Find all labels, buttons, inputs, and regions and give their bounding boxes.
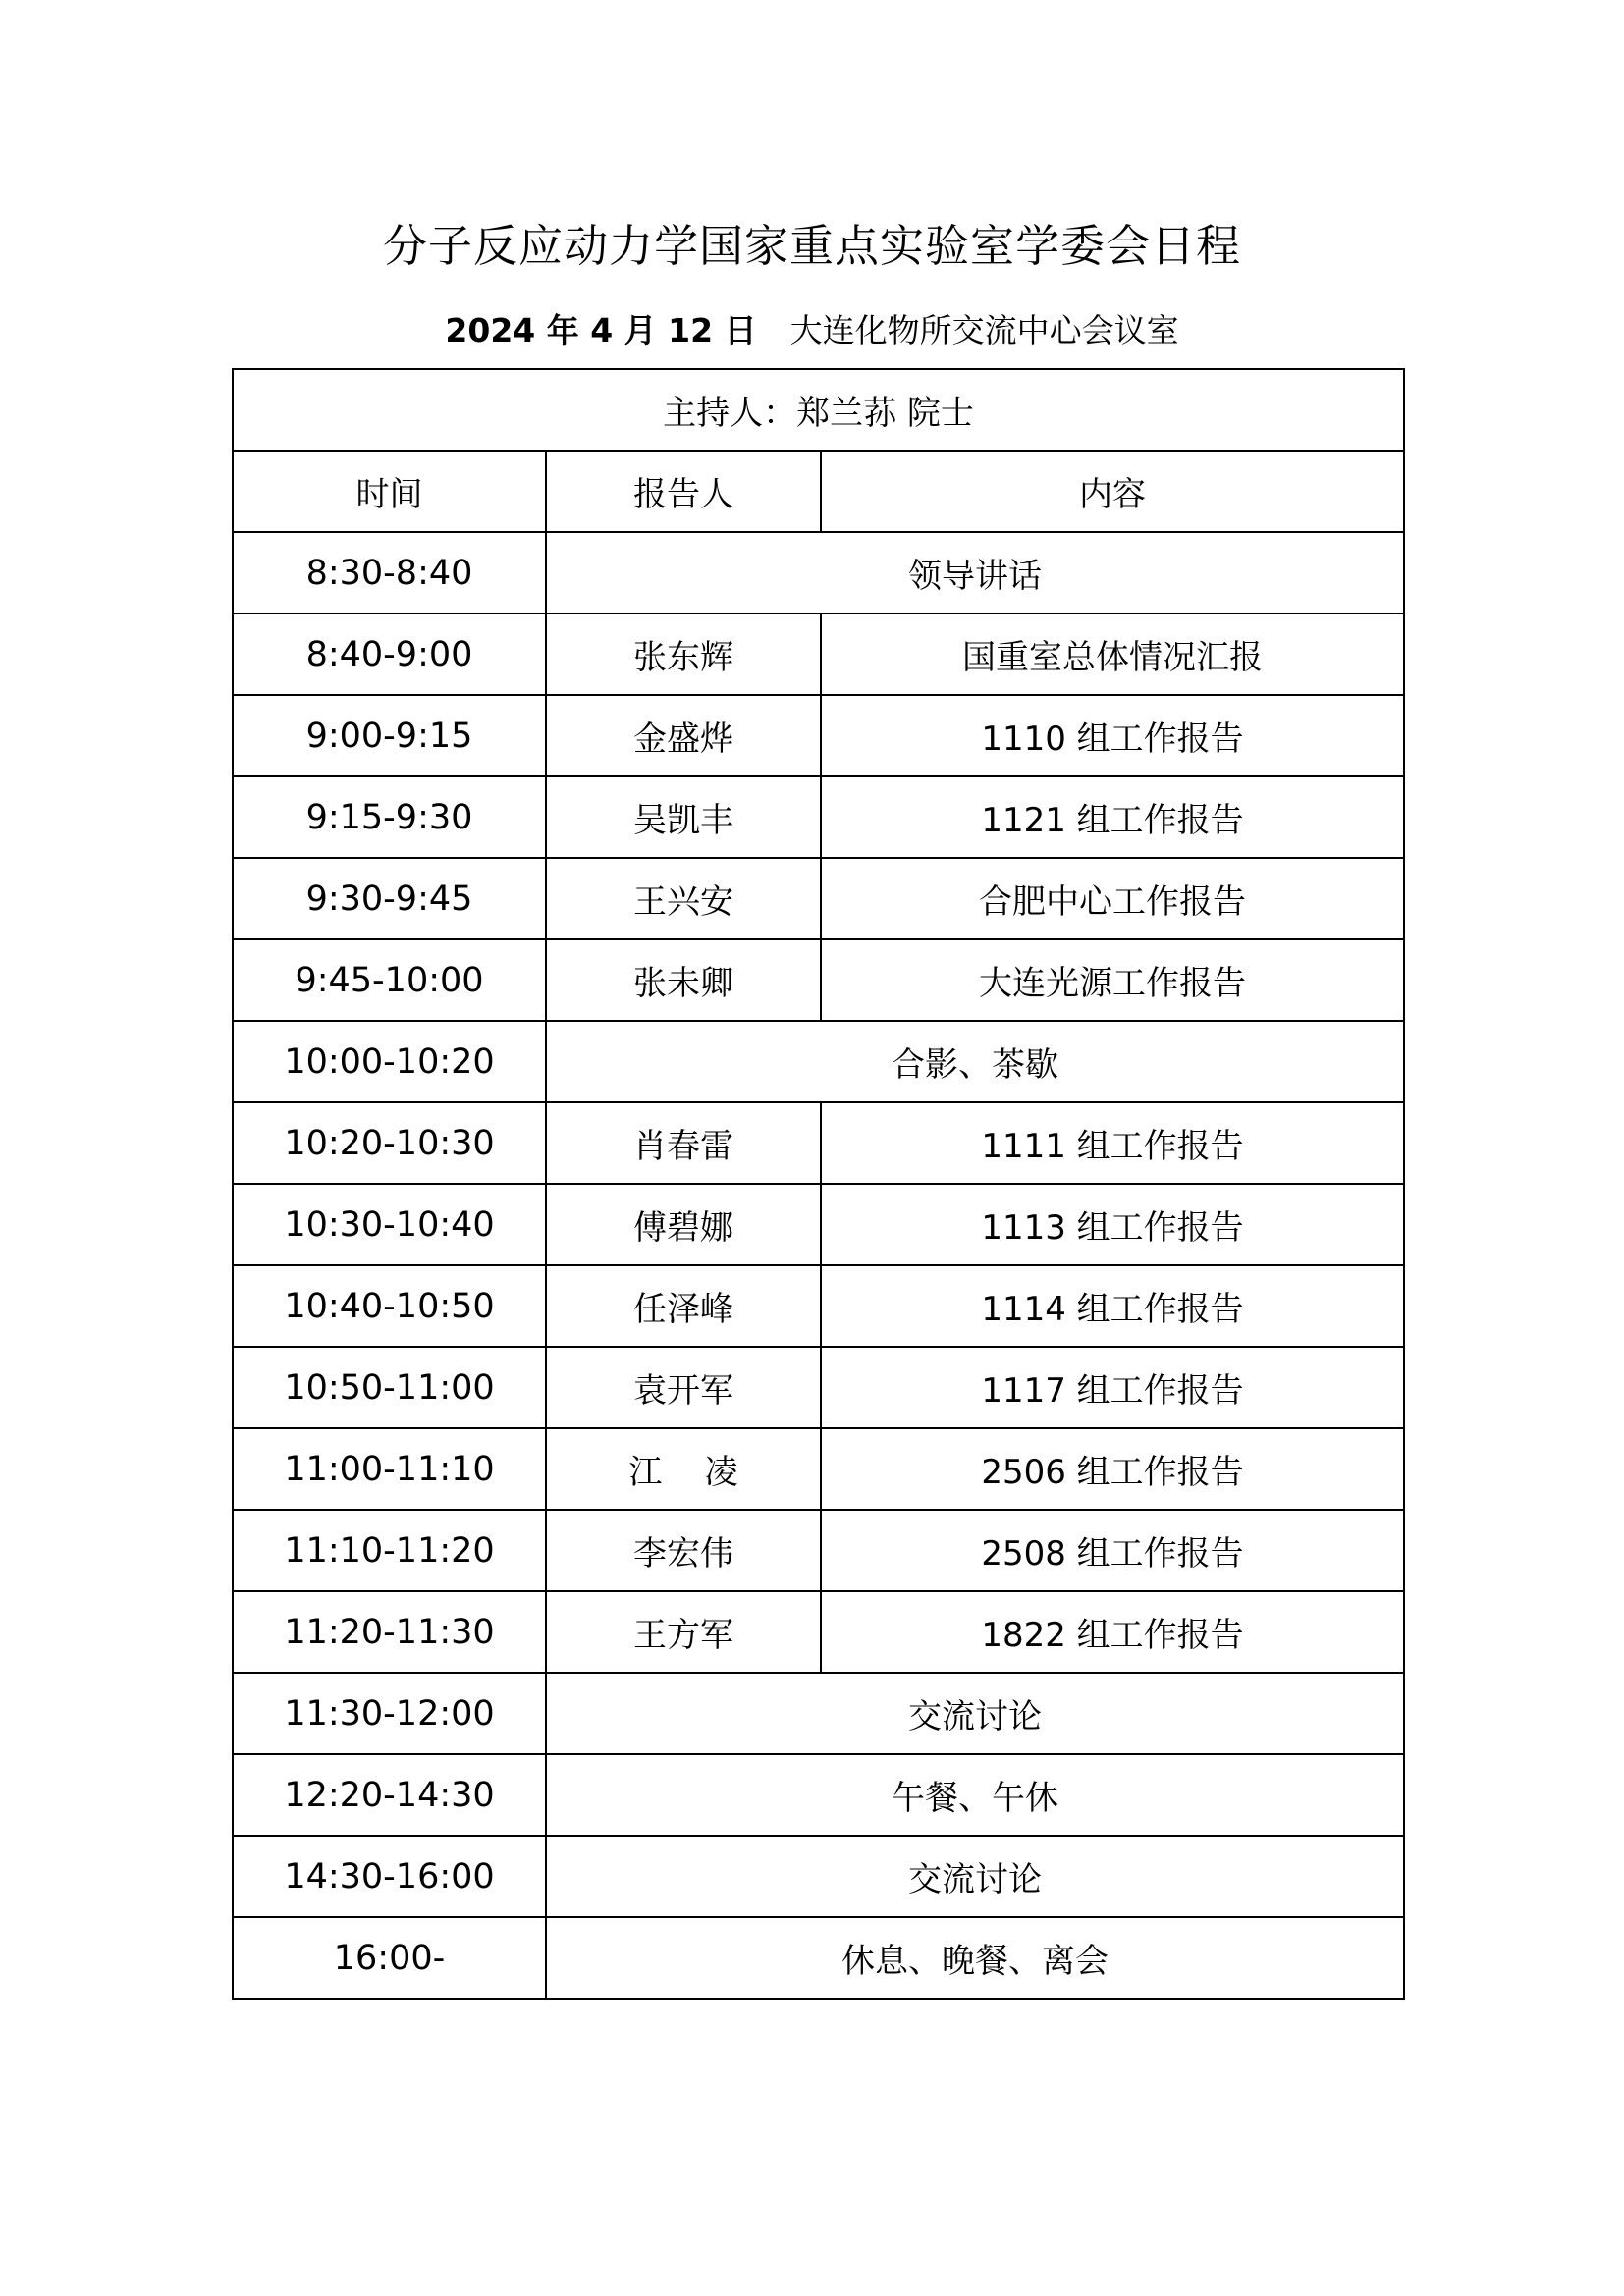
speaker-cell: 傅碧娜 [546, 1184, 821, 1265]
speaker-cell: 吴凯丰 [546, 776, 821, 858]
time-cell: 10:00-10:20 [233, 1021, 546, 1102]
time-cell: 12:20-14:30 [233, 1754, 546, 1836]
table-row [233, 1347, 1404, 1428]
content-cell: 1114 组工作报告 [821, 1265, 1404, 1347]
content-cell: 交流讨论 [546, 1673, 1404, 1754]
time-cell: 9:15-9:30 [233, 776, 546, 858]
speaker-cell: 张东辉 [546, 614, 821, 695]
host-cell: 主持人：郑兰荪 院士 [233, 369, 1404, 451]
table-row [233, 1754, 1404, 1836]
time-cell: 14:30-16:00 [233, 1836, 546, 1917]
table-row [233, 1021, 1404, 1102]
content-cell: 国重室总体情况汇报 [821, 614, 1404, 695]
table-row [233, 1591, 1404, 1673]
speaker-cell: 王方军 [546, 1591, 821, 1673]
speaker-cell: 肖春雷 [546, 1102, 821, 1184]
time-cell: 9:45-10:00 [233, 939, 546, 1021]
content-cell: 大连光源工作报告 [821, 939, 1404, 1021]
header-content: 内容 [821, 451, 1404, 532]
time-cell: 10:50-11:00 [233, 1347, 546, 1428]
time-cell: 11:20-11:30 [233, 1591, 546, 1673]
time-cell: 10:40-10:50 [233, 1265, 546, 1347]
table-row [233, 1836, 1404, 1917]
table-row [233, 1265, 1404, 1347]
time-cell: 9:30-9:45 [233, 858, 546, 939]
content-cell: 1113 组工作报告 [821, 1184, 1404, 1265]
time-cell: 8:40-9:00 [233, 614, 546, 695]
page-title: 分子反应动力学国家重点实验室学委会日程 [382, 220, 1241, 272]
speaker-cell: 江 凌 [546, 1428, 821, 1510]
header-speaker: 报告人 [546, 451, 821, 532]
table-row [233, 1184, 1404, 1265]
table-row [233, 1510, 1404, 1591]
header-time: 时间 [233, 451, 546, 532]
content-cell: 休息、晚餐、离会 [546, 1917, 1404, 1999]
meeting-info [0, 305, 1624, 351]
time-cell: 10:20-10:30 [233, 1102, 546, 1184]
time-cell: 11:30-12:00 [233, 1673, 546, 1754]
time-cell: 11:00-11:10 [233, 1428, 546, 1510]
table-row [233, 939, 1404, 1021]
content-cell: 1111 组工作报告 [821, 1102, 1404, 1184]
speaker-cell: 袁开军 [546, 1347, 821, 1428]
time-cell: 10:30-10:40 [233, 1184, 546, 1265]
speaker-cell: 金盛烨 [546, 695, 821, 776]
speaker-cell: 李宏伟 [546, 1510, 821, 1591]
table-row [233, 776, 1404, 858]
time-cell: 8:30-8:40 [233, 532, 546, 614]
host-row [233, 369, 1404, 451]
table-row [233, 1673, 1404, 1754]
content-cell: 1121 组工作报告 [821, 776, 1404, 858]
content-cell: 午餐、午休 [546, 1754, 1404, 1836]
content-cell: 合影、茶歇 [546, 1021, 1404, 1102]
meeting-location: 大连化物所交流中心会议室 [789, 311, 1179, 349]
speaker-cell: 张未卿 [546, 939, 821, 1021]
header-row [233, 451, 1404, 532]
content-cell: 合肥中心工作报告 [821, 858, 1404, 939]
time-cell: 16:00- [233, 1917, 546, 1999]
table-row [233, 1102, 1404, 1184]
table-row [233, 858, 1404, 939]
table-row [233, 695, 1404, 776]
table-row [233, 614, 1404, 695]
content-cell: 1110 组工作报告 [821, 695, 1404, 776]
time-cell: 9:00-9:15 [233, 695, 546, 776]
content-cell: 2508 组工作报告 [821, 1510, 1404, 1591]
table-row [233, 532, 1404, 614]
content-cell: 领导讲话 [546, 532, 1404, 614]
time-cell: 11:10-11:20 [233, 1510, 546, 1591]
meeting-date: 2024 年 4 月 12 日 [445, 311, 757, 349]
content-cell: 1117 组工作报告 [821, 1347, 1404, 1428]
schedule-table [232, 368, 1405, 2000]
table-row [233, 1428, 1404, 1510]
content-cell: 交流讨论 [546, 1836, 1404, 1917]
speaker-cell: 任泽峰 [546, 1265, 821, 1347]
content-cell: 2506 组工作报告 [821, 1428, 1404, 1510]
speaker-cell: 王兴安 [546, 858, 821, 939]
content-cell: 1822 组工作报告 [821, 1591, 1404, 1673]
table-row [233, 1917, 1404, 1999]
